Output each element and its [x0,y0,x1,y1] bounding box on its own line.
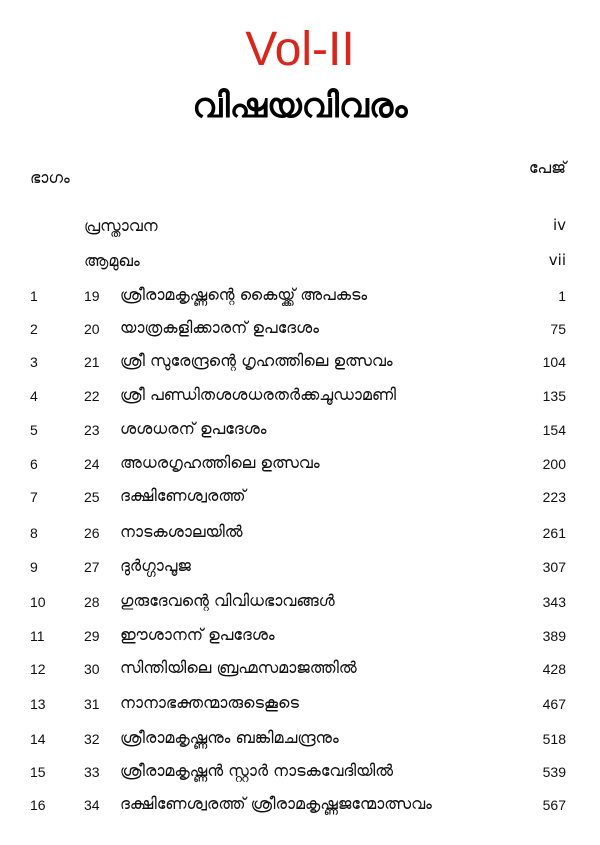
chapter-number: 21 [84,354,100,370]
chapter-title: സിന്തിയിലെ ബ്രഹ്മസമാജത്തിൽ [120,658,357,677]
chapter-number: 19 [84,288,100,304]
chapter-title: ശ്രീ പണ്ഡിതശശധരതർക്കചൂഡാമണി [120,385,396,404]
page-column-header: പേജ് [528,158,566,177]
toc-row [0,625,600,651]
page-number: 104 [542,354,566,370]
chapter-title: യാത്രകളിക്കാരന് ഉപദേശം [120,318,319,337]
chapter-number: 33 [84,764,100,780]
page-number: 307 [542,559,566,575]
page-number: 389 [542,628,566,644]
page-number: 428 [542,661,566,677]
toc-row [0,385,600,411]
chapter-number: 23 [84,422,100,438]
page-number: 223 [542,489,566,505]
chapter-number: 29 [84,628,100,644]
chapter-number: 24 [84,456,100,472]
part-number: 13 [30,696,46,712]
chapter-title: ശ്രീ സുരേന്ദ്രന്റെ ഗൃഹത്തിലെ ഉത്സവം [120,351,393,370]
part-number: 8 [30,525,38,541]
page-number: 1 [558,288,566,304]
toc-row [0,522,600,548]
part-number: 15 [30,764,46,780]
part-column-header: ഭാഗം [30,168,70,187]
page-number: 261 [542,525,566,541]
toc-row [0,318,600,344]
page-number: 567 [542,797,566,813]
toc-row [0,486,600,512]
page-number: 200 [542,456,566,472]
chapter-number: 26 [84,525,100,541]
chapter-number: 28 [84,594,100,610]
page-number: 539 [542,764,566,780]
preface-title: ആമുഖം [84,251,140,270]
part-number: 5 [30,422,38,438]
part-number: 10 [30,594,46,610]
chapter-title: ഗുരുദേവന്റെ വിവിധഭാവങ്ങൾ [120,591,335,610]
part-number: 1 [30,288,38,304]
part-number: 3 [30,354,38,370]
part-number: 2 [30,321,38,337]
toc-row [0,693,600,719]
chapter-number: 34 [84,797,100,813]
chapter-title: ശ്രീരാമകൃഷ്ണന്റെ കൈയ്ക്ക് അപകടം [120,285,368,304]
chapter-number: 27 [84,559,100,575]
chapter-number: 32 [84,731,100,747]
chapter-number: 25 [84,489,100,505]
part-number: 14 [30,731,46,747]
toc-row [0,658,600,684]
chapter-title: ദക്ഷിണേശ്വരത്ത് [120,486,246,505]
preface-row [0,251,600,277]
toc-row [0,453,600,479]
chapter-title: ഈശാനന് ഉപദേശം [120,625,275,644]
page-number: 518 [542,731,566,747]
chapter-title: ദുർഗ്ഗാപൂജ [120,556,191,575]
preface-page: vii [548,251,566,269]
toc-row [0,728,600,754]
part-number: 16 [30,797,46,813]
preface-title: പ്രസ്താവന [84,216,158,235]
page-number: 467 [542,696,566,712]
chapter-title: അധരഗൃഹത്തിലെ ഉത്സവം [120,453,320,472]
chapter-number: 22 [84,388,100,404]
part-number: 9 [30,559,38,575]
page-number: 154 [542,422,566,438]
chapter-title: ദക്ഷിണേശ്വരത്ത് ശ്രീരാമകൃഷ്ണജന്മോത്സവം [120,794,432,813]
toc-row [0,794,600,820]
chapter-number: 20 [84,321,100,337]
preface-row [0,216,600,242]
part-number: 11 [30,628,45,644]
chapter-title: ശ്രീരാമകൃഷ്ണനും ബങ്കിമചന്ദ്രനും [120,728,339,747]
toc-row [0,351,600,377]
toc-row [0,419,600,445]
toc-row [0,761,600,787]
chapter-title: ശ്രീരാമകൃഷ്ണൻ സ്റ്റാർ നാടകവേദിയിൽ [120,761,394,780]
page-number: 343 [542,594,566,610]
page-number: 135 [542,388,566,404]
chapter-number: 30 [84,661,100,677]
page-title: വിഷയവിവരം [192,86,408,126]
part-number: 6 [30,456,38,472]
chapter-title: നാടകശാലയിൽ [120,522,243,541]
part-number: 4 [30,388,38,404]
chapter-title: ശശധരന് ഉപദേശം [120,419,267,438]
page-number: 75 [550,321,566,337]
chapter-title: നാനാഭക്തന്മാരുടെകൂടെ [120,693,299,712]
toc-row [0,285,600,311]
toc-row [0,556,600,582]
chapter-number: 31 [84,696,100,712]
volume-label: Vol-II [245,23,355,76]
toc-row [0,591,600,617]
part-number: 7 [30,489,38,505]
part-number: 12 [30,661,46,677]
preface-page: iv [552,216,566,234]
